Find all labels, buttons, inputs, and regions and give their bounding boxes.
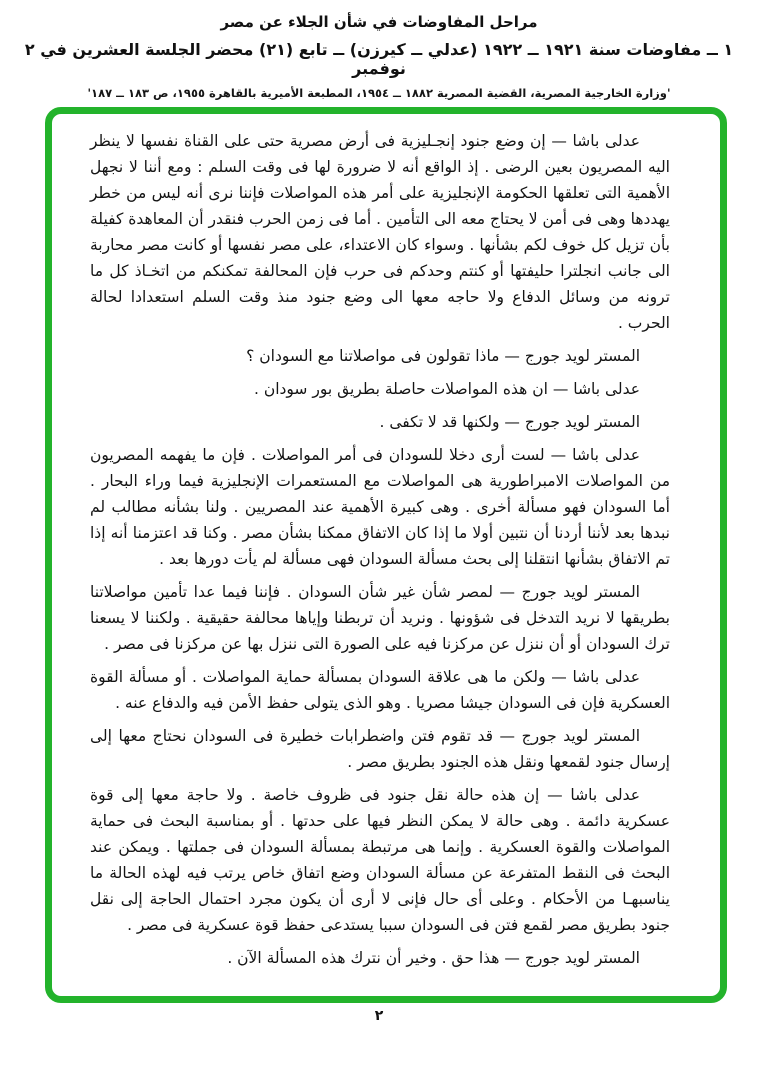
dialogue-paragraph: عدلى باشا — إن وضع جنود إنجـليزية فى أرض مصرية حتى على القناة نفسها لا ينظر اليه المصريون بعين الرضى . إذ الواقع أنه لا ضرورة لها فى وقت السلم : ومع أننا لا نجهل الأهمية التى تعلقها الحكومة الإنجليزية على أمر هذه المواصلات فإننا نرى أنه ليس من خطر يهددها وهى فى أمن لا يحتاج معه الى التأمين . أما فى زمن الحرب فنقدر أن المعاهدة كفيلة بأن تزيل كل خوف لكم بشأنها . وسواء كان الاعتداء، على مصر نفسها أو كانت مصر محاربة الى جانب انجلترا حليفتها أو كنتم وحدكم فى حرب فإن المحالفة تمكنكم من اتخـاذ كل ما ترونه من وسائل الدفاع ولا حاجه معها الى وضع جنود منذ وقت السلم استعدادا لحالة الحرب . <box>90 132 670 332</box>
dialogue-paragraph: عدلى باشا — ان هذه المواصلات حاصلة بطريق بور سودان . <box>253 380 640 398</box>
dialogue-text <box>52 114 720 996</box>
dialogue-paragraph: عدلى باشا — إن هذه حالة نقل جنود فى ظروف خاصة . ولا حاجة معها إلى قوة عسكرية دائمة . وهى حالة لا يمكن النظر فيها على حدتها . أو بمناسبة البحث فى حماية المواصلات والقوة العسكرية . وإنما هى مرتبطة بمسألة السودان فى جملتها . ويمكن عند البحث فى النقط المتفرعة عن مسألة السودان وضع اتفاق خاص يرتب فيه لهذه الحالة ما يناسبهـا من الأحكام . وعلى أى حال فإنى لا أرى أن يكون مجرد احتمال الحاجة إلى نقل جنود بطريق مصر لقمع فتن فى السودان سببا يستدعى حفظ قوة عسكرية فى مصر . <box>90 786 670 934</box>
dialogue-paragraph: عدلى باشا — لست أرى دخلا للسودان فى أمر المواصلات . فإن ما يفهمه المصريون من المواصلات الامبراطورية هى المواصلات مع المستعمرات الإنجليزية فيما وراء البحار . أما السودان فهو مسألة أخرى . وهى كبيرة الأهمية عند المصريين . ولنا بشأنه مطالب لم نبدها بعد لأننا أردنا أن نتبين أولا ما إذا كان الاتفاق ممكنا بشأن مصر . وكنا قد اعتزمنا أنه إذا تم الاتفاق بشأنها انتقلنا إلى بحث مسألة السودان فهى مسألة لم يأت دورها بعد . <box>90 446 670 568</box>
source-citation: 'وزارة الخارجية المصرية، القضية المصرية ١٨٨٢ ــ ١٩٥٤، المطبعة الأميرية بالقاهرة ١٩٥٥، ص ١٨٣ ــ ١٨٧' <box>87 86 671 100</box>
highlight-box <box>45 107 727 1003</box>
document-header <box>0 0 758 100</box>
dialogue-paragraph: المستر لويد جورج — قد تقوم فتن واضطرابات خطيرة فى السودان نحتاج معها إلى إرسال جنود لقمعها ونقل هذه الجنود بطريق مصر . <box>90 727 670 771</box>
page-number: ٢ <box>374 1008 384 1024</box>
dialogue-paragraph: المستر لويد جورج — ماذا تقولون فى مواصلاتنا مع السودان ؟ <box>246 347 640 365</box>
page-subtitle: ١ ــ مفاوضات سنة ١٩٢١ ــ ١٩٢٢ (عدلي ــ كيرزن) ــ تابع (٢١) محضر الجلسة العشرين في ٢ نوفمبر <box>24 40 734 78</box>
dialogue-paragraph: المستر لويد جورج — هذا حق . وخير أن نترك هذه المسألة الآن . <box>227 949 640 967</box>
dialogue-paragraph: المستر لويد جورج — ولكنها قد لا تكفى . <box>379 413 640 431</box>
page-title: مراحل المفاوضات في شأن الجلاء عن مصر <box>220 13 538 31</box>
dialogue-paragraph: عدلى باشا — ولكن ما هى علاقة السودان بمسألة حماية المواصلات . أو مسألة القوة العسكرية فإن فى السودان جيشا مصريا . وهو الذى يتولى حفظ الأمن فيه والدفاع عنه . <box>90 668 670 712</box>
dialogue-paragraph: المستر لويد جورج — لمصر شأن غير شأن السودان . فإننا فيما عدا تأمين مواصلاتنا بطريقها لا نريد التدخل فى شؤونها . ونريد أن تربطنا وإياها محالفة حقيقية . ولكننا لا يسعنا ترك السودان أو أن ننزل عن مركزنا فيه على الصورة التى ننزل بها عن مركزنا فى مصر . <box>90 583 670 653</box>
